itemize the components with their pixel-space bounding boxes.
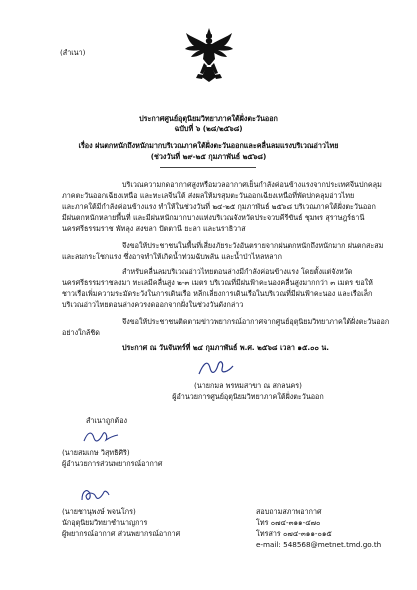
- body-p3-line1: สำหรับคลื่นลมบริเวณอ่าวไทยตอนล่างมีกำลังค่อนข้างแรง โดยตั้งแต่จังหวัด: [122, 267, 353, 276]
- contact-phone: โทร ๐๗๔-๓๑๑-๔๗๐: [256, 518, 321, 527]
- body-p2-line2: และลมกระโชกแรง ซึ่งอาจทำให้เกิดน้ำท่วมฉับพลัน และน้ำป่าไหลหลาก: [62, 252, 282, 261]
- body-p1-line2: ภาคตะวันออกเฉียงเหนือ และทะเลจีนใต้ ส่งผลให้มรสุมตะวันออกเฉียงเหนือที่พัดปกคลุมอ่าวไทย: [62, 191, 355, 200]
- body-p3-line3: ชาวเรือเพิ่มความระมัดระวังในการเดินเรือ หลีกเลี่ยงการเดินเรือในบริเวณที่มีฝนฟ้าคะนอง และเรือเล็ก: [62, 289, 373, 298]
- copier-signature-icon: [78, 484, 112, 506]
- header-period: (ช่วงวันที่ ๒๙-๒๕ กุมภาพันธ์ ๒๕๖๘): [150, 152, 267, 161]
- contact-fax: โทรสาร ๐๗๔-๓๑๑-๐๑๕: [256, 529, 332, 538]
- header-agency: ประกาศศูนย์อุตุนิยมวิทยาภาคใต้ฝั่งตะวันออก: [139, 114, 278, 123]
- body-p1-line3: และภาคใต้มีกำลังค่อนข้างแรง ทำให้ในช่วงวันที่ ๒๔-๒๕ กุมภาพันธ์ ๒๕๖๘ บริเวณภาคใต้ฝั่งตะวันออก: [62, 202, 376, 211]
- body-p4-line1: จึงขอให้ประชาชนติดตามข่าวพยากรณ์อากาศจากศูนย์อุตุนิยมวิทยาภาคใต้ฝั่งตะวันออก: [122, 317, 390, 326]
- verify-signature-icon: [82, 427, 120, 447]
- verify-name: (นายสมเกษ วิสุทธิศิริ): [62, 448, 130, 457]
- body-p2-line1: จึงขอให้ประชาชนในพื้นที่เสี่ยงภัยระวังอันตรายจากฝนตกหนักถึงหนักมาก ฝนตกสะสม: [122, 241, 384, 250]
- header-subject: เรื่อง ฝนตกหนักถึงหนักมากบริเวณภาคใต้ฝั่งตะวันออกและคลื่นลมแรงบริเวณอ่าวไทย: [78, 141, 339, 150]
- body-p3-line4: บริเวณอ่าวไทยตอนล่างควรงดออกจากฝั่งในช่วงวันดังกล่าว: [62, 300, 244, 309]
- body-p1-line5: นครศรีธรรมราช พัทลุง สงขลา ปัตตานี ยะลา และนราธิวาส: [62, 224, 246, 233]
- director-name: (นายกมล พรหมสาขา ณ สกลนคร): [194, 381, 302, 390]
- contact-office: สอบถามสภาพอากาศ: [256, 507, 322, 516]
- header-issue-number: ฉบับที่ ๖ (๒๘/๒๕๖๘): [174, 124, 243, 133]
- verify-label: สำเนาถูกต้อง: [86, 416, 128, 425]
- copier-title-2: ผู้พยากรณ์อากาศ ส่วนพยากรณ์อากาศ: [62, 529, 181, 538]
- body-p3-line2: นครศรีธรรมราชลงมา ทะเลมีคลื่นสูง ๒-๓ เมตร บริเวณที่มีฝนฟ้าคะนองคลื่นสูงมากกว่า ๓ เมตร ขอให้: [62, 278, 373, 287]
- contact-email: e-mail: 548568@metnet.tmd.go.th: [256, 540, 382, 549]
- garuda-emblem-icon: [184, 27, 234, 85]
- copier-name: (นายชานุพงษ์ พจนโกร): [62, 507, 136, 516]
- body-p1-line1: บริเวณความกดอากาศสูงหรือมวลอากาศเย็นกำลังค่อนข้างแรงจากประเทศจีนปกคลุม: [122, 180, 382, 189]
- verify-title: ผู้อำนวยการส่วนพยากรณ์อากาศ: [62, 459, 163, 468]
- header-divider: [160, 167, 256, 168]
- announcement-date: ประกาศ ณ วันจันทร์ที่ ๒๔ กุมภาพันธ์ พ.ศ. ๒๕๖๘ เวลา ๑๕.๐๐ น.: [122, 343, 330, 352]
- copier-title-1: นักอุตุนิยมวิทยาชำนาญการ: [62, 518, 148, 527]
- director-signature-icon: [196, 356, 236, 380]
- body-p1-line4: มีฝนตกหนักหลายพื้นที่ และมีฝนหนักมากบางแห่งบริเวณจังหวัดประจวบคีรีขันธ์ ชุมพร สุราษฎร์ธานี: [62, 213, 365, 222]
- director-title: ผู้อำนวยการศูนย์อุตุนิยมวิทยาภาคใต้ฝั่งตะวันออก: [172, 392, 324, 401]
- copy-mark: (สำเนา): [60, 48, 86, 57]
- body-p4-line2: อย่างใกล้ชิด: [62, 328, 100, 337]
